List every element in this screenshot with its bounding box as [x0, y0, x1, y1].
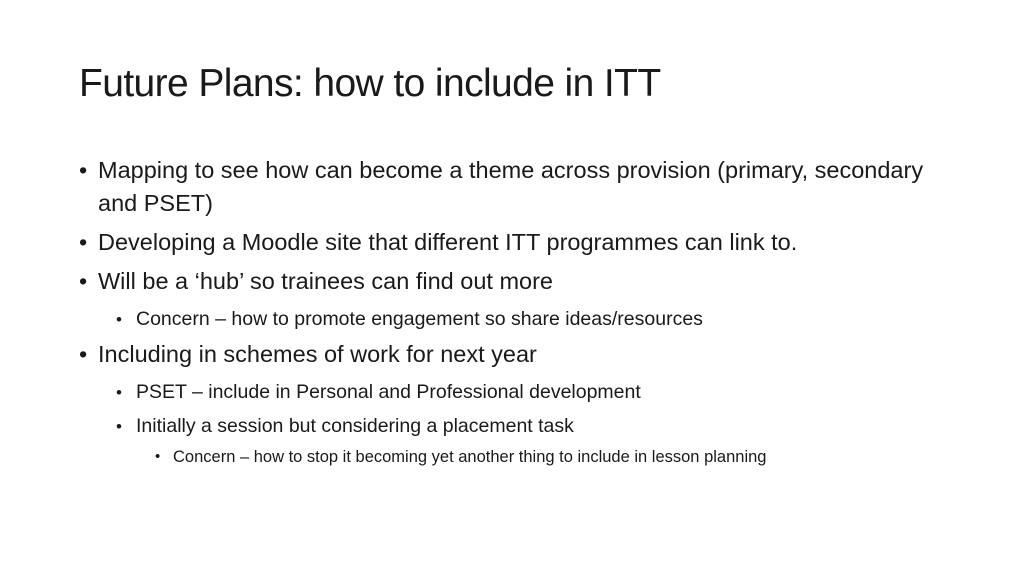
- bullet-text: Concern – how to promote engagement so share ideas/resources: [136, 308, 703, 330]
- bullet-item-hub: [79, 265, 949, 298]
- bullet-text: Concern – how to stop it becoming yet another thing to include in lesson planning: [173, 448, 767, 466]
- bullet-item-schemes-of-work: [79, 338, 949, 371]
- bullet-text: Including in schemes of work for next year: [98, 341, 537, 367]
- bullet-icon: •: [116, 417, 122, 436]
- bullet-text: Initially a session but considering a placement task: [136, 415, 574, 437]
- bullet-text: Developing a Moodle site that different ITT programmes can link to.: [98, 229, 798, 255]
- sub-bullet-item-session: [116, 411, 949, 442]
- bullet-list: [79, 154, 949, 469]
- bullet-text: Will be a ‘hub’ so trainees can find out more: [98, 268, 554, 294]
- bullet-text: PSET – include in Personal and Professional development: [136, 381, 641, 403]
- bullet-icon: •: [116, 383, 122, 402]
- bullet-item-mapping: [79, 154, 949, 220]
- bullet-icon: •: [79, 341, 88, 367]
- sub-sub-bullet-item-lesson-planning: [155, 445, 949, 469]
- bullet-icon: •: [155, 448, 161, 465]
- bullet-icon: •: [79, 157, 88, 183]
- bullet-icon: •: [116, 310, 122, 329]
- bullet-text: Mapping to see how can become a theme across provision (primary, secondary and PSET): [98, 157, 924, 216]
- sub-bullet-item-pset: [116, 377, 949, 408]
- sub-bullet-item-engagement: [116, 304, 949, 335]
- bullet-icon: •: [79, 268, 88, 294]
- bullet-item-moodle: [79, 226, 949, 259]
- slide-title: Future Plans: how to include in ITT: [79, 62, 661, 105]
- bullet-icon: •: [79, 229, 88, 255]
